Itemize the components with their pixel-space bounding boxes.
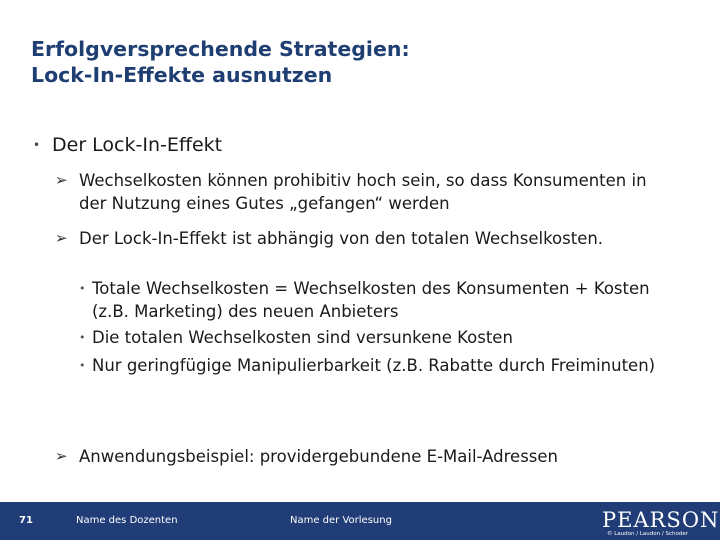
pearson-logo: PEARSON [602,508,720,532]
lecture-name: Name der Vorlesung [290,515,392,526]
subpoint-1-text: Totale Wechselkosten = Wechselkosten des Konsumenten + Kosten (z.B. Marketing) des neuen Anbieters [92,279,650,321]
bullet-dot-icon: • [79,331,86,344]
point-1-text: Wechselkosten können prohibitiv hoch sein, so dass Konsumenten in der Nutzung eines Gutes „gefangen“ werden [79,171,647,213]
lecturer-name: Name des Dozenten [76,515,178,526]
footer-bar [0,502,720,540]
point-3-text: Anwendungsbeispiel: providergebundene E-Mail-Adressen [79,447,558,466]
copyright-text: © Laudon / Laudon / Schoder [607,531,688,537]
page-number: 71 [19,515,33,526]
bullet-dot-icon: • [79,282,86,295]
subpoint-3-text: Nur geringfügige Manipulierbarkeit (z.B. Rabatte durch Freiminuten) [92,356,656,375]
arrow-bullet-icon: ➢ [55,171,68,189]
level1-bullet-text: Der Lock-In-Effekt [52,134,223,156]
point-2-text: Der Lock-In-Effekt ist abhängig von den totalen Wechselkosten. [79,229,604,248]
arrow-bullet-icon: ➢ [55,229,68,247]
bullet-dot-icon: • [79,359,86,372]
subpoint-2-text: Die totalen Wechselkosten sind versunkene Kosten [92,328,513,347]
slide-title-line-2: Lock-In-Effekte ausnutzen [31,63,333,87]
slide-title-line-1: Erfolgversprechende Strategien: [31,37,410,61]
arrow-bullet-icon: ➢ [55,447,68,465]
slide-title [31,36,410,88]
bullet-dot-icon: • [33,138,41,152]
